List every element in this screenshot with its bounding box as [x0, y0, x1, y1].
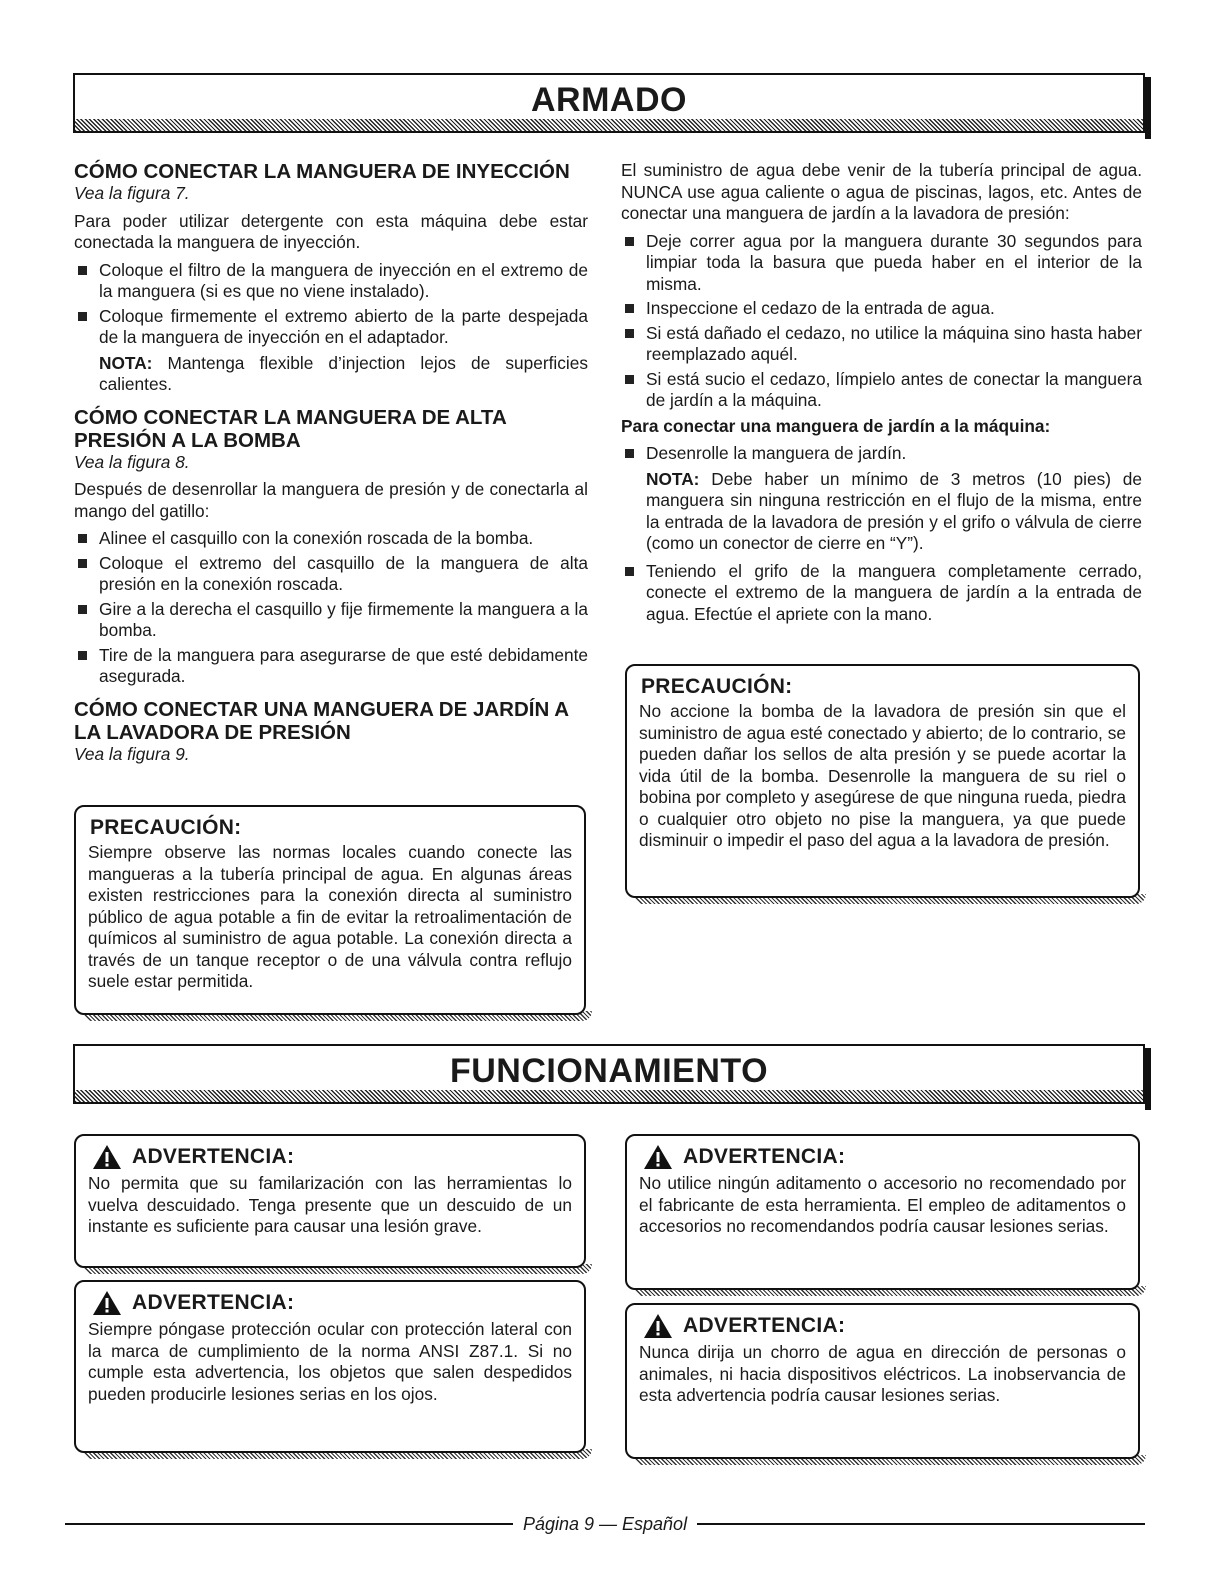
page-number: Página 9 — Español — [522, 1513, 688, 1534]
box-shadow — [82, 1011, 592, 1021]
note — [621, 469, 1142, 555]
list-item: Tire de la manguera para asegurarse de que esté debidamente asegurada. — [74, 645, 588, 688]
warning-heading: ADVERTENCIA: — [683, 1145, 846, 1168]
caution-heading: PRECAUCIÓN: — [90, 816, 242, 839]
warning-text: Nunca dirija un chorro de agua en dirección de personas o animales, ni hacia dispositivos eléctricos. La inobservancia de esta advertencia podría causar lesiones serias. — [639, 1342, 1126, 1405]
list-item: Deje correr agua por la manguera durante 30 segundos para limpiar toda la basura que pueda haber en el interior de la misma. — [621, 231, 1142, 296]
bullet-list — [621, 561, 1142, 626]
caution-text: Siempre observe las normas locales cuando conecte las mangueras a la tubería principal de agua. En algunas áreas existen restricciones para la conexión directa al suministro público de agua potable a fin de evitar la retroalimentación de químicos al suministro de agua potable. La conexión directa a través de un tanque receptor o de una válvula contra reflujo suele estar permitida. — [88, 842, 572, 991]
box-shadow — [82, 1449, 592, 1459]
right-column — [621, 160, 1142, 629]
subheading: Para conectar una manguera de jardín a la máquina: — [621, 415, 1051, 436]
warning-box-accessories — [625, 1134, 1140, 1290]
warning-text: No utilice ningún aditamento o accesorio no recomendado por el fabricante de esta herramienta. El empleo de aditamentos o accesorios no recomendandos podría causar lesiones serias. — [639, 1173, 1126, 1236]
banner-shadow-bar — [1145, 1048, 1151, 1110]
caution-box-water-supply — [74, 805, 586, 1015]
note-text: Mantenga flexible d’injection lejos de superficies calientes. — [99, 352, 588, 394]
note-text: Debe haber un mínimo de 3 metros (10 pies) de manguera sin ninguna restricción en el flujo de la misma, entre la entrada de la lavadora de presión y el grifo o válvula de cierre (como un conector de cierre en “Y”). — [646, 468, 1142, 553]
box-shadow — [633, 1286, 1146, 1296]
paragraph: Para poder utilizar detergente con esta máquina debe estar conectada la manguera de inyección. — [74, 210, 588, 252]
paragraph: Después de desenrollar la manguera de presión y de conectarla al mango del gatillo: — [74, 479, 588, 521]
heading-injection-hose: CÓMO CONECTAR LA MANGUERA DE INYECCIÓN — [74, 160, 570, 183]
box-shadow — [82, 1264, 592, 1274]
caution-box-pump — [625, 664, 1140, 898]
banner-hatch — [75, 119, 1143, 131]
box-shadow — [633, 894, 1146, 904]
list-item: Inspeccione el cedazo de la entrada de agua. — [621, 298, 1142, 320]
banner-hatch — [75, 1090, 1143, 1102]
list-item: Coloque el filtro de la manguera de inyección en el extremo de la manguera (si es que no viene instalado). — [74, 260, 588, 303]
list-item: Gire a la derecha el casquillo y fije firmemente la manguera a la bomba. — [74, 599, 588, 642]
warning-header — [92, 1144, 572, 1170]
warning-header — [643, 1313, 1126, 1339]
warning-heading: ADVERTENCIA: — [683, 1314, 846, 1337]
figure-reference: Vea la figura 7. — [74, 183, 190, 203]
paragraph: El suministro de agua debe venir de la tubería principal de agua. NUNCA use agua caliente o agua de piscinas, lagos, etc. Antes de conectar una manguera de jardín a la lavadora de presión: — [621, 160, 1142, 223]
note-label: NOTA: — [99, 352, 153, 373]
banner-shadow-bar — [1145, 77, 1151, 139]
section-banner-funcionamiento — [73, 1044, 1145, 1104]
warning-text: Siempre póngase protección ocular con protección lateral con la marca de cumplimiento de la norma ANSI Z87.1. Si no cumple esta advertencia, los objetos que salen despedidos pueden producirle lesiones serias en los ojos. — [88, 1319, 572, 1404]
caution-text: No accione la bomba de la lavadora de presión sin que el suministro de agua esté conectado y abierto; de lo contrario, se pueden dañar los sellos de alta presión y se puede acortar la vida útil de la bomba. Desenrolle la manguera de su riel o bobina por completo y asegúrese de que ninguna rueda, piedra o cualquier otro objeto no pise la manguera, ya que puede disminuir o impedir el paso del agua a la lavadora de presión. — [639, 701, 1126, 850]
footer-rule — [65, 1523, 513, 1525]
list-item: Si está sucio el cedazo, límpielo antes de conectar la manguera de jardín a la máquina. — [621, 369, 1142, 412]
list-item: Desenrolle la manguera de jardín. — [621, 443, 1142, 465]
warning-text: No permita que su familarización con las herramientas lo vuelva descuidado. Tenga presente que un descuido de un instante es suficiente para causar una lesión grave. — [88, 1173, 572, 1236]
heading-high-pressure-hose: CÓMO CONECTAR LA MANGUERA DE ALTA PRESIÓN A LA BOMBA — [74, 405, 506, 452]
list-item: Coloque firmemente el extremo abierto de la parte despejada de la manguera de inyección en el adaptador. — [74, 306, 588, 349]
section-title: ARMADO — [531, 81, 687, 119]
warning-triangle-icon — [643, 1144, 673, 1170]
left-column — [74, 160, 588, 771]
warning-heading: ADVERTENCIA: — [132, 1291, 295, 1314]
warning-header — [643, 1144, 1126, 1170]
warning-box-water-jet — [625, 1303, 1140, 1459]
list-item: Coloque el extremo del casquillo de la manguera de alta presión en la conexión roscada. — [74, 553, 588, 596]
bullet-list — [621, 443, 1142, 465]
caution-heading: PRECAUCIÓN: — [641, 675, 793, 698]
warning-box-familiarity — [74, 1134, 586, 1268]
bullet-list — [74, 528, 588, 688]
warning-triangle-icon — [643, 1313, 673, 1339]
footer-rule — [697, 1523, 1145, 1525]
heading-garden-hose: CÓMO CONECTAR UNA MANGUERA DE JARDÍN A LA LAVADORA DE PRESIÓN — [74, 697, 569, 744]
list-item: Alinee el casquillo con la conexión roscada de la bomba. — [74, 528, 588, 550]
warning-triangle-icon — [92, 1144, 122, 1170]
figure-reference: Vea la figura 8. — [74, 451, 190, 472]
warning-box-eye-protection — [74, 1280, 586, 1453]
bullet-list — [621, 231, 1142, 412]
list-item: Si está dañado el cedazo, no utilice la máquina sino hasta haber reemplazado aquél. — [621, 323, 1142, 366]
warning-heading: ADVERTENCIA: — [132, 1145, 295, 1168]
section-title: FUNCIONAMIENTO — [449, 1052, 769, 1090]
page-footer — [65, 1510, 1145, 1538]
note — [74, 353, 588, 396]
warning-triangle-icon — [92, 1290, 122, 1316]
bullet-list — [74, 260, 588, 349]
list-item: Teniendo el grifo de la manguera completamente cerrado, conecte el extremo de la manguera de jardín a la entrada de agua. Efectúe el apriete con la mano. — [621, 561, 1142, 626]
box-shadow — [633, 1455, 1146, 1465]
warning-header — [92, 1290, 572, 1316]
section-banner-armado — [73, 73, 1145, 133]
figure-reference: Vea la figura 9. — [74, 743, 190, 764]
note-label: NOTA: — [646, 468, 700, 489]
